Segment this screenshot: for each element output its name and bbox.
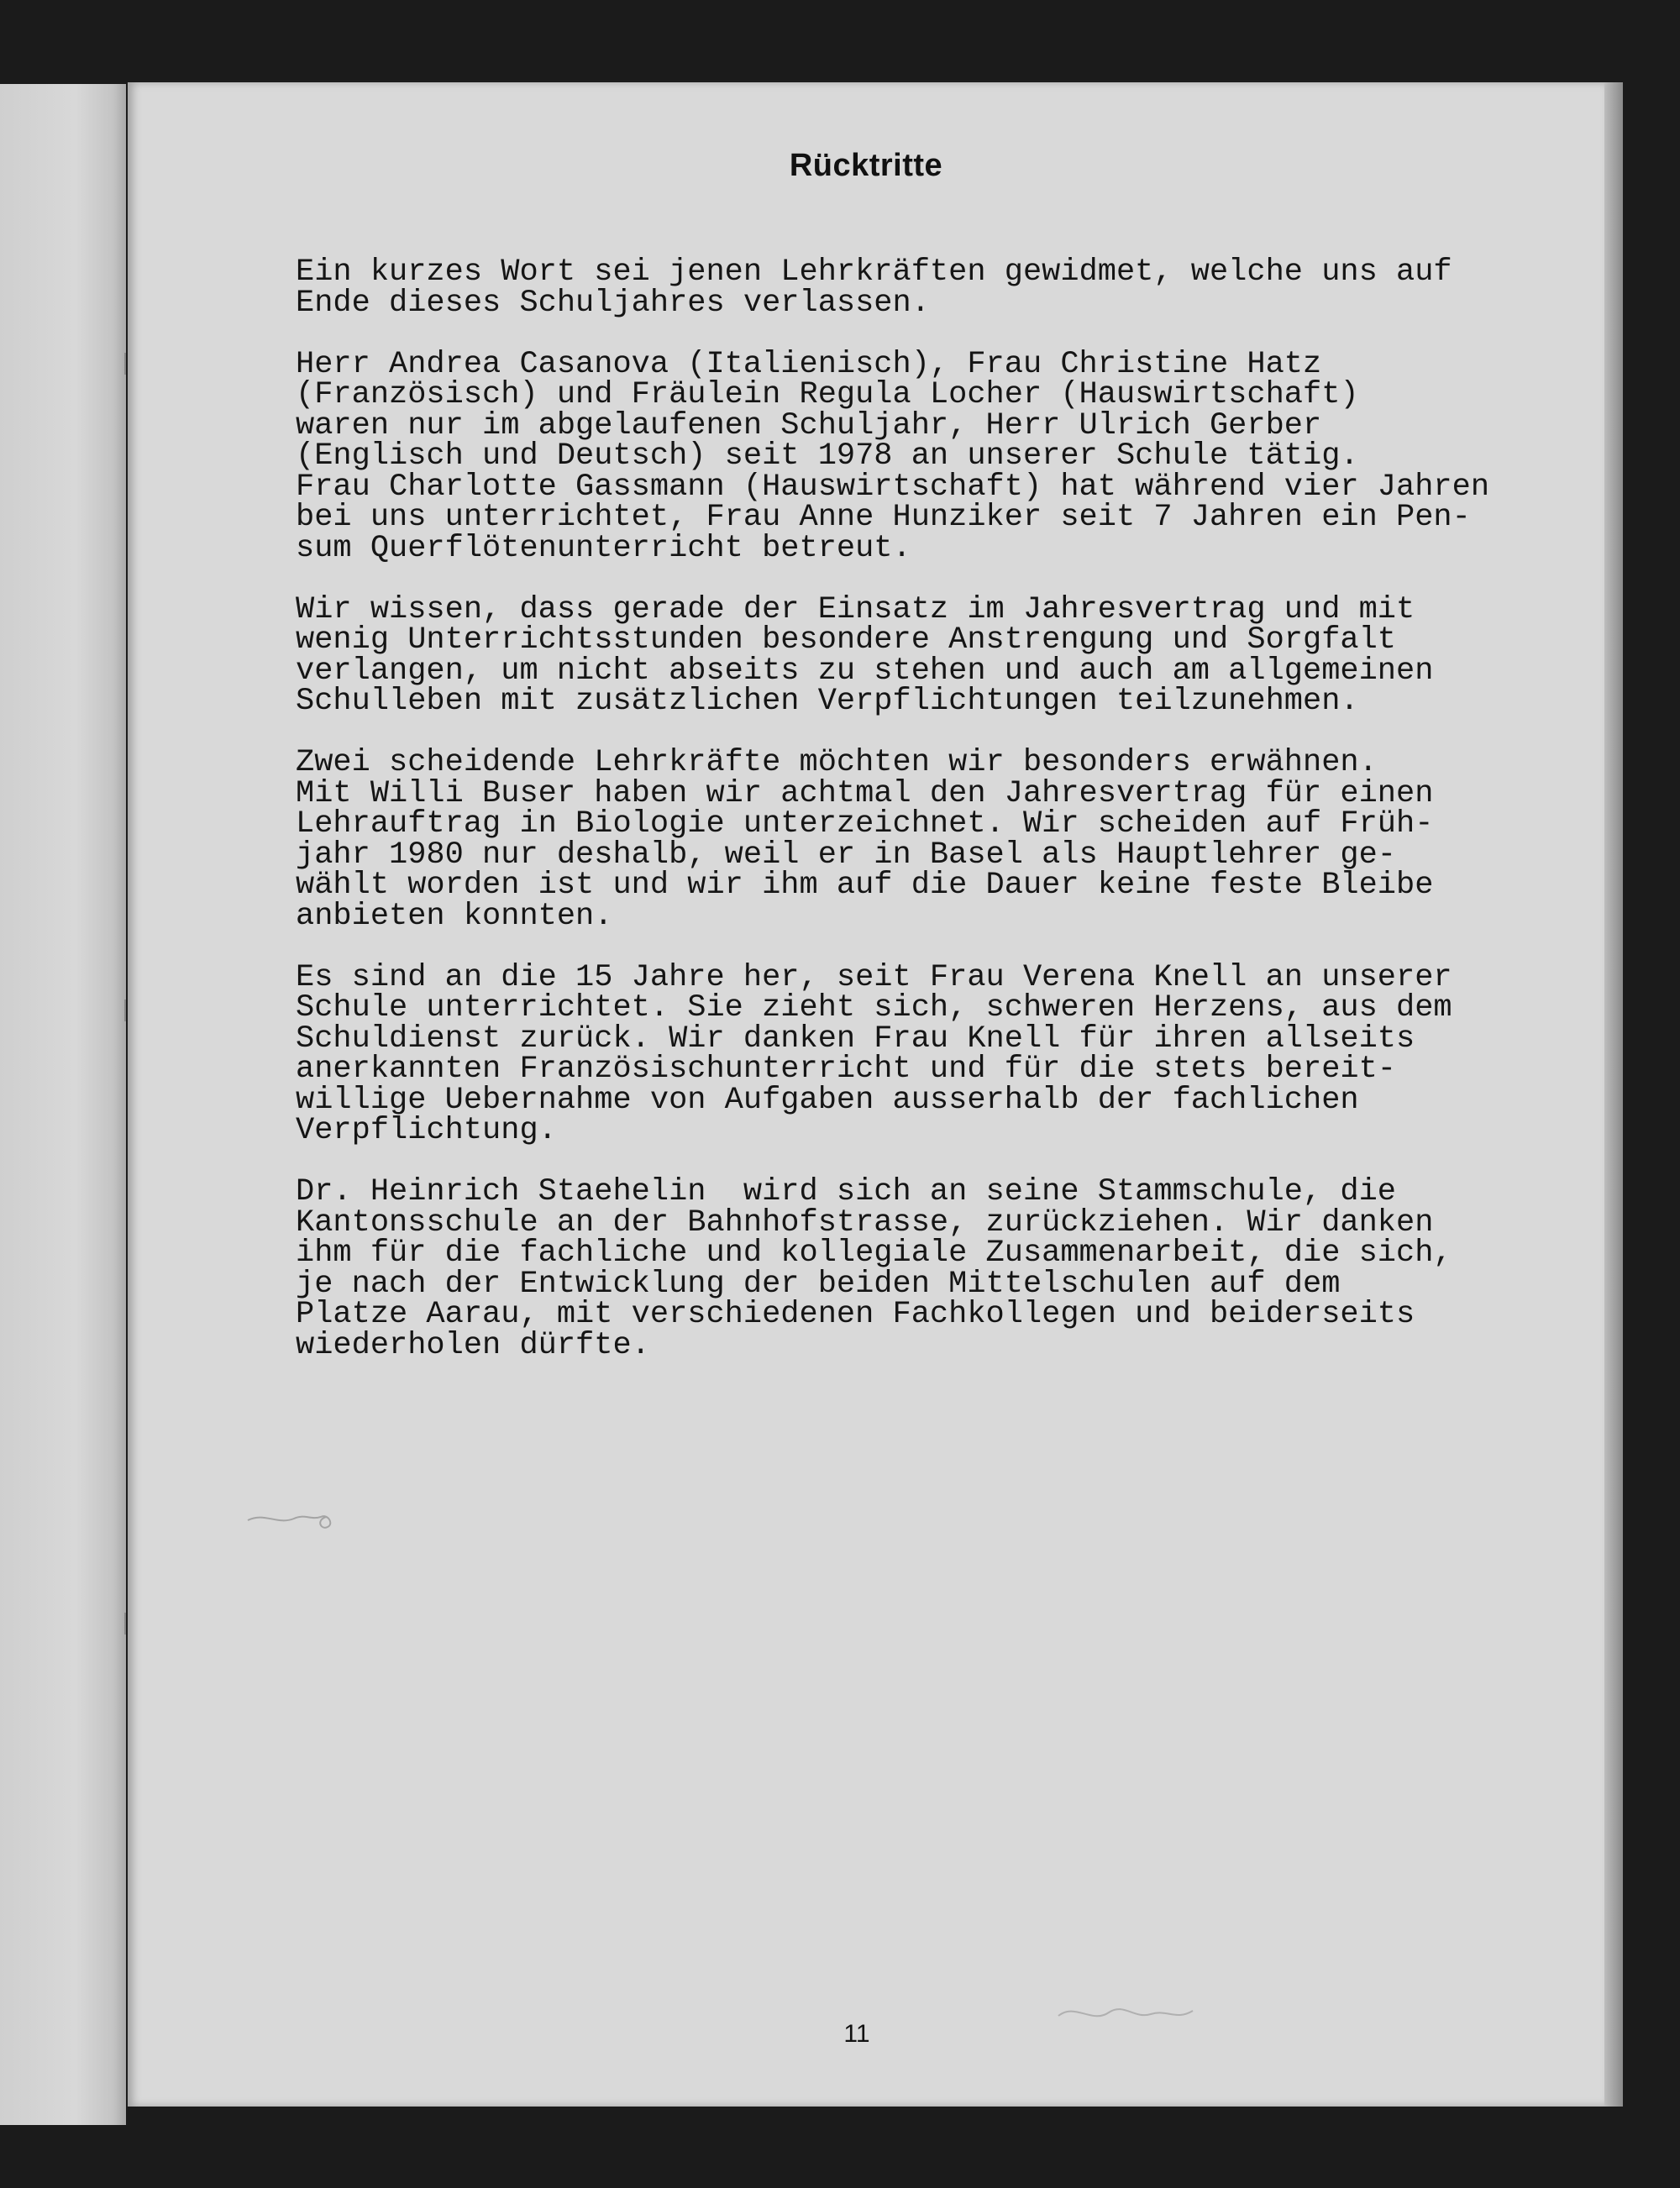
text-line: willige Uebernahme von Aufgaben ausserhalb der fachlichen	[296, 1082, 1359, 1118]
paragraph	[296, 591, 1589, 719]
paragraph	[296, 745, 1589, 934]
text-line: sum Querflötenunterricht betreut.	[296, 530, 911, 566]
text-line: Wir wissen, dass gerade der Einsatz im Jahresvertrag und mit	[296, 591, 1415, 627]
pencil-scribble	[244, 1495, 344, 1545]
text-line: (Französisch) und Fräulein Regula Locher (Hauswirtschaft)	[296, 377, 1359, 412]
text-line: Frau Charlotte Gassmann (Hauswirtschaft) hat während vier Jahren	[296, 469, 1490, 505]
text-line: Verpflichtung.	[296, 1113, 557, 1148]
text-line: Mit Willi Buser haben wir achtmal den Jahresvertrag für einen	[296, 775, 1434, 811]
text-line: Herr Andrea Casanova (Italienisch), Frau Christine Hatz	[296, 346, 1322, 382]
text-line: jahr 1980 nur deshalb, weil er in Basel als Hauptlehrer ge-	[296, 837, 1397, 873]
text-line: Dr. Heinrich Staehelin wird sich an seine Stammschule, die	[296, 1174, 1397, 1209]
paragraph	[296, 254, 1589, 321]
text-line: anbieten konnten.	[296, 898, 613, 934]
page-number: 11	[843, 2020, 870, 2048]
text-line: (Englisch und Deutsch) seit 1978 an unserer Schule tätig.	[296, 438, 1359, 474]
text-line: verlangen, um nicht abseits zu stehen und auch am allgemeinen	[296, 653, 1434, 689]
page-title: Rücktritte	[789, 148, 943, 183]
text-line: waren nur im abgelaufenen Schuljahr, Herr Ulrich Gerber	[296, 407, 1322, 443]
page-edge	[1604, 82, 1623, 2107]
text-line: Ende dieses Schuljahres verlassen.	[296, 285, 930, 321]
text-line: wählt worden ist und wir ihm auf die Dauer keine feste Bleibe	[296, 868, 1434, 903]
text-line: Zwei scheidende Lehrkräfte möchten wir besonders erwähnen.	[296, 745, 1378, 780]
text-line: Kantonsschule an der Bahnhofstrasse, zurückziehen. Wir danken	[296, 1204, 1434, 1241]
text-line: Es sind an die 15 Jahre her, seit Frau Verena Knell an unserer	[296, 959, 1452, 995]
text-line: bei uns unterrichtet, Frau Anne Hunziker seit 7 Jahren ein Pen-	[296, 500, 1471, 535]
text-line: Schule unterrichtet. Sie zieht sich, schweren Herzens, aus dem	[296, 990, 1452, 1026]
paragraph	[296, 959, 1589, 1148]
text-line: je nach der Entwicklung der beiden Mittelschulen auf dem	[296, 1266, 1341, 1302]
text-line: Ein kurzes Wort sei jenen Lehrkräften gewidmet, welche uns auf	[296, 254, 1452, 290]
paragraph	[296, 346, 1589, 566]
text-line: ihm für die fachliche und kollegiale Zusammenarbeit, die sich,	[296, 1236, 1452, 1271]
text-line: anerkannten Französischunterricht und für die stets bereit-	[296, 1052, 1397, 1087]
text-line: Schuldienst zurück. Wir danken Frau Knell für ihren allseits	[296, 1021, 1415, 1057]
pencil-scribble	[1050, 1991, 1201, 2041]
previous-page-edge	[0, 84, 126, 2125]
text-line: wenig Unterrichtsstunden besondere Anstrengung und Sorgfalt	[296, 622, 1397, 658]
text-line: wiederholen dürfte.	[296, 1327, 650, 1363]
text-line: Schulleben mit zusätzlichen Verpflichtungen teilzunehmen.	[296, 684, 1359, 719]
document-body	[296, 254, 1589, 1392]
text-line: Platze Aarau, mit verschiedenen Fachkollegen und beiderseits	[296, 1297, 1415, 1332]
paragraph	[296, 1174, 1589, 1363]
text-line: Lehrauftrag in Biologie unterzeichnet. Wir scheiden auf Früh-	[296, 806, 1434, 842]
